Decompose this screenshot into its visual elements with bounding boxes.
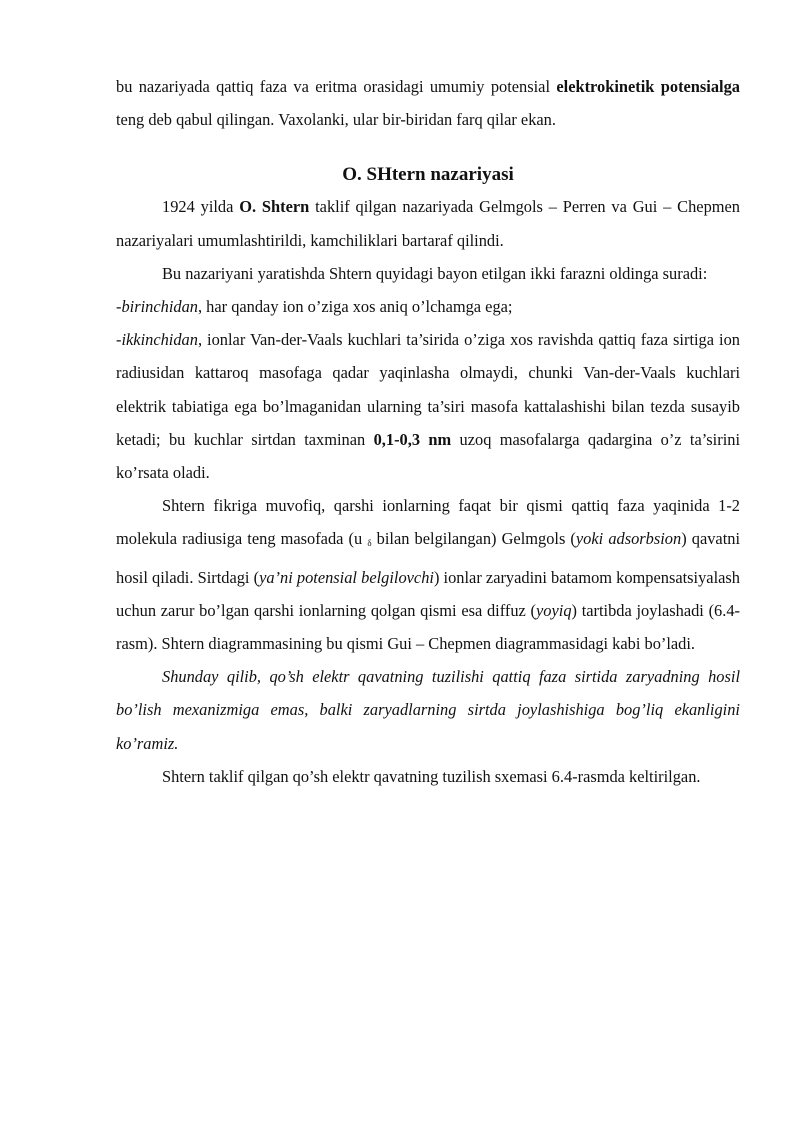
bullet-item-1	[116, 290, 740, 323]
paragraph-2: Bu nazariyani yaratishda Shtern quyidagi bayon etilgan ikki farazni oldinga suradi:	[162, 263, 708, 283]
paragraph-5: Shtern taklif qilgan qo’sh elektr qavatning tuzilish sxemasi 6.4-rasmda keltirilgan.	[162, 766, 701, 786]
text-run: taklif qilgan nazariyada Gelmgols – Perren va Gui – Chepmen nazariyalari umumlashtirildi, kamchiliklari bartaraf qilindi.	[116, 197, 740, 250]
text-run: , har qanday ion o’ziga xos aniq o’lchamga ega;	[197, 297, 513, 317]
text-run: bilan belgilangan) Gelmgols (	[371, 529, 576, 549]
bullet-dash: -	[116, 330, 122, 350]
paragraph-3	[116, 489, 740, 660]
italic-term: ikkinchidan	[121, 330, 198, 350]
text-run: ) tartibda joylashadi (6.4-rasm). Shtern diagrammasining bu qismi Gui – Chepmen diagrammasidagi kabi bo’ladi.	[116, 600, 740, 654]
italic-term: birinchidan	[121, 297, 198, 317]
text-run: 1924 yilda	[162, 197, 240, 217]
section-heading: O. SHtern nazariyasi	[342, 164, 514, 186]
text-run: bu nazariyada qattiq faza va eritma orasidagi umumiy potensial	[116, 77, 557, 96]
text-run: Shtern fikriga muvofiq, qarshi ionlarning faqat bir qismi qattiq faza yaqinida 1-2 molekula radiusiga teng masofada (u	[116, 496, 740, 549]
bold-term: O. Shtern	[239, 197, 310, 217]
text-run: ) ionlar zaryadini batamom kompensatsiyalash uchun zarur bo’lgan qarshi ionlarning qolgan qismi esa diffuz (	[116, 567, 740, 620]
italic-term: ya’ni potensial belgilovchi	[259, 567, 434, 587]
bullet-item-2	[116, 323, 740, 489]
subscript-delta: δ	[367, 538, 372, 549]
italic-term: yoyiq	[536, 600, 572, 620]
text-run: uzoq masofalarga qadargina o’z ta’sirini ko’rsata oladi.	[116, 429, 740, 483]
text-run: teng deb qabul qilingan. Vaxolanki, ular bir-biridan farq qilar ekan.	[116, 110, 556, 130]
bullet-dash: -	[116, 297, 122, 317]
paragraph-1	[116, 190, 740, 256]
bold-term: 0,1-0,3 nm	[373, 429, 452, 449]
bold-term: elektrokinetik potensialga	[556, 77, 740, 96]
document-page	[116, 70, 740, 793]
italic-paragraph: Shunday qilib, qo’sh elektr qavatning tuzilishi qattiq faza sirtida zaryadning hosil bo’lish mexanizmiga emas, balki zaryadlarning sirtda joylashishiga bog’liq ekanligini ko’ramiz.	[116, 667, 740, 753]
paragraph-intro	[116, 70, 740, 136]
text-run: ) qavatni hosil qiladi. Sirtdagi (	[116, 529, 740, 587]
italic-term: yoki adsorbsion	[575, 529, 682, 549]
paragraph-4	[116, 660, 740, 760]
text-run: , ionlar Van-der-Vaals kuchlari ta’sirida o’ziga xos ravishda qattiq faza sirtiga ion radiusidan kattaroq masofaga qadar yaqinlasha olmaydi, chunki Van-der-Vaals kuchlari elektrik tabiatiga ega bo’lmaganidan ularning ta’siri masofa kattalashishi bilan tezda susayib ketadi; bu kuchlar sirtdan taxminan	[116, 330, 740, 449]
